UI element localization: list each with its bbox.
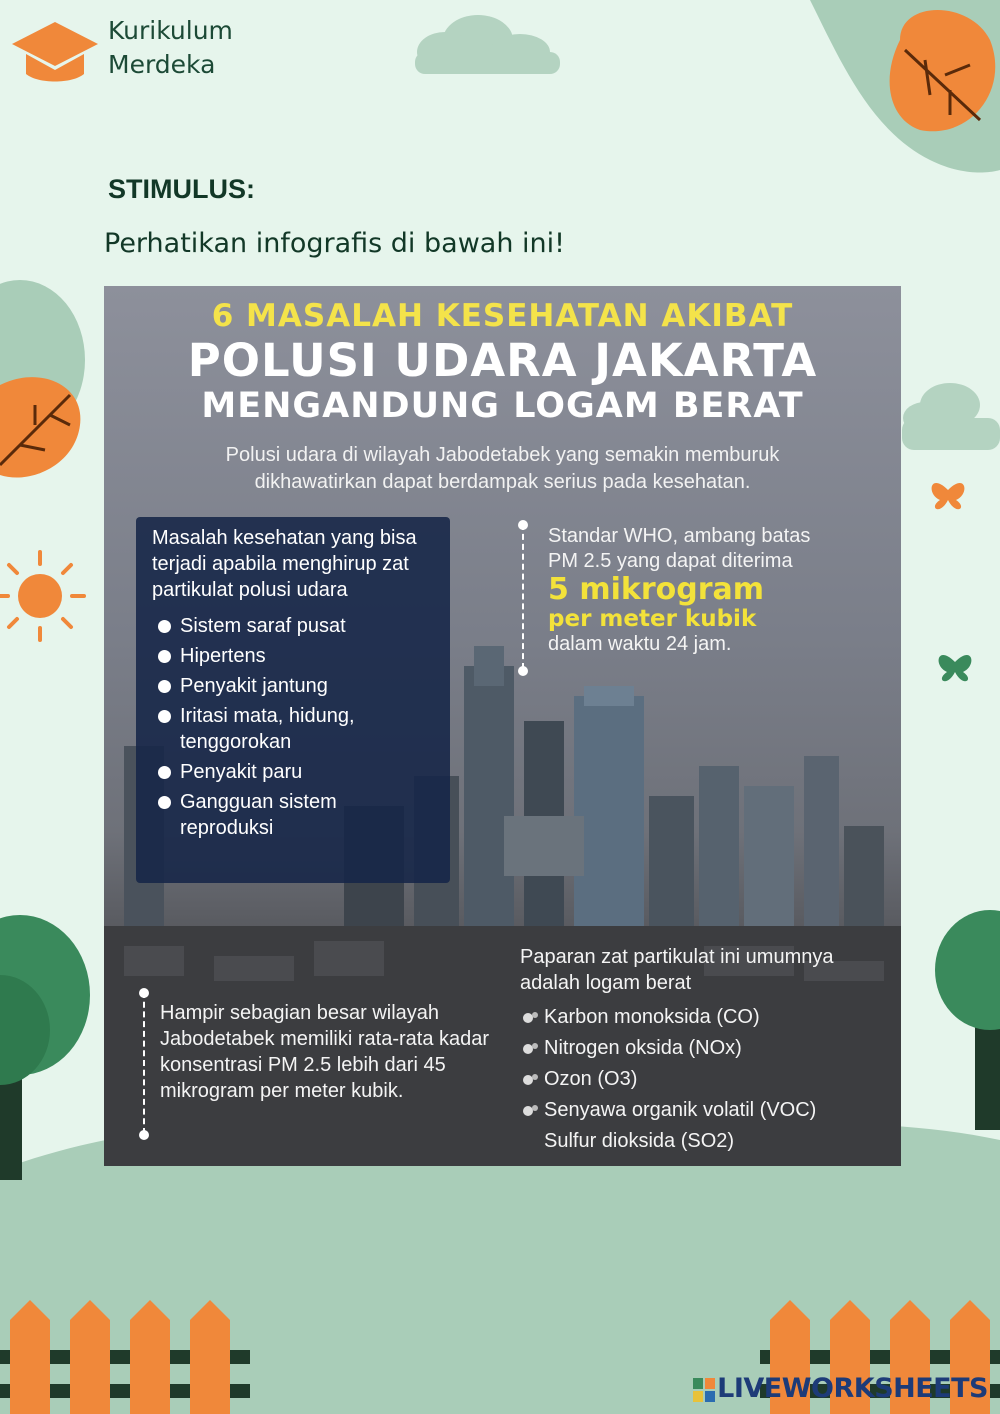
list-item: Sistem saraf pusat	[152, 613, 434, 639]
list-item: Gangguan sistem reproduksi	[152, 789, 434, 841]
watermark-text: LIVEWORKSHEETS	[717, 1373, 988, 1404]
molecule-icon	[522, 1072, 540, 1086]
headline-1: 6 MASALAH KESEHATAN AKIBAT	[211, 298, 794, 334]
logo-text	[108, 14, 233, 82]
list-item	[520, 1033, 890, 1064]
jabodetabek-text: Hampir sebagian besar wilayah Jabodetabek memiliki rata-rata kadar konsentrasi PM 2.5 lebih dari 45 mikrogram per meter kubik.	[160, 1002, 490, 1102]
who-line2: PM 2.5 yang dapat diterima	[548, 550, 793, 572]
who-line3: dalam waktu 24 jam.	[548, 633, 732, 655]
health-problems-box	[136, 517, 450, 883]
exposure-item-label: Senyawa organik volatil (VOC)	[544, 1099, 817, 1121]
list-item	[520, 1095, 890, 1126]
who-unit: per meter kubik	[548, 606, 757, 632]
jabo-dot-bottom	[139, 1130, 149, 1140]
who-dot-bottom	[518, 666, 528, 676]
logo-line1: Kurikulum	[108, 16, 233, 45]
intro-line2: dikhawatirkan dapat berdampak serius pada kesehatan.	[254, 471, 751, 493]
headline-2: POLUSI UDARA JAKARTA	[187, 334, 818, 387]
exposure-item-label: Sulfur dioksida (SO2)	[544, 1130, 735, 1152]
who-standard-block	[522, 524, 882, 657]
exposure-item-label: Karbon monoksida (CO)	[544, 1006, 760, 1028]
exposure-intro: Paparan zat partikulat ini umumnya adalah logam berat	[520, 946, 834, 994]
cloud-right	[902, 383, 1000, 450]
infographic	[104, 286, 901, 1166]
molecule-icon	[522, 1041, 540, 1055]
who-big-value: 5 mikrogram	[548, 572, 764, 607]
stimulus-title: STIMULUS:	[108, 174, 255, 204]
cloud-top	[415, 15, 560, 74]
list-item: Iritasi mata, hidung, tenggorokan	[152, 703, 434, 755]
exposure-item-label: Nitrogen oksida (NOx)	[544, 1037, 742, 1059]
list-item	[520, 1064, 890, 1095]
liveworksheets-watermark	[693, 1373, 988, 1404]
health-problems-list	[152, 613, 434, 841]
exposure-list	[520, 1002, 890, 1157]
exposure-block	[520, 944, 890, 1157]
logo-line2: Merdeka	[108, 50, 216, 79]
molecule-icon	[522, 1010, 540, 1024]
list-item: Hipertens	[152, 643, 434, 669]
tree-right	[935, 910, 1000, 1130]
sun-icon	[0, 552, 84, 640]
instruction-text: Perhatikan infografis di bawah ini!	[104, 228, 565, 259]
jabodetabek-block	[140, 988, 500, 1104]
list-item	[520, 1002, 890, 1033]
headline-3: MENGANDUNG LOGAM BERAT	[201, 386, 804, 426]
who-dot-top	[518, 520, 528, 530]
exposure-item-label: Ozon (O3)	[544, 1068, 638, 1090]
who-dashed-line	[522, 524, 525, 669]
butterfly-green-icon	[939, 655, 972, 681]
graduation-cap-icon	[10, 20, 100, 86]
jabo-dashed-line	[143, 992, 145, 1134]
intro-line1: Polusi udara di wilayah Jabodetabek yang semakin memburuk	[225, 444, 780, 466]
liveworksheets-logo-icon	[693, 1378, 715, 1402]
who-line1: Standar WHO, ambang batas	[548, 525, 811, 547]
intro-text	[144, 442, 861, 496]
list-item: Penyakit paru	[152, 759, 434, 785]
list-item	[520, 1126, 890, 1157]
list-item: Penyakit jantung	[152, 673, 434, 699]
molecule-icon	[522, 1103, 540, 1117]
butterfly-orange-icon	[932, 483, 965, 509]
jabo-dot-top	[139, 988, 149, 998]
tree-left	[0, 915, 90, 1180]
health-box-intro: Masalah kesehatan yang bisa terjadi apabila menghirup zat partikulat polusi udara	[152, 527, 417, 601]
leaf-left	[0, 377, 80, 477]
